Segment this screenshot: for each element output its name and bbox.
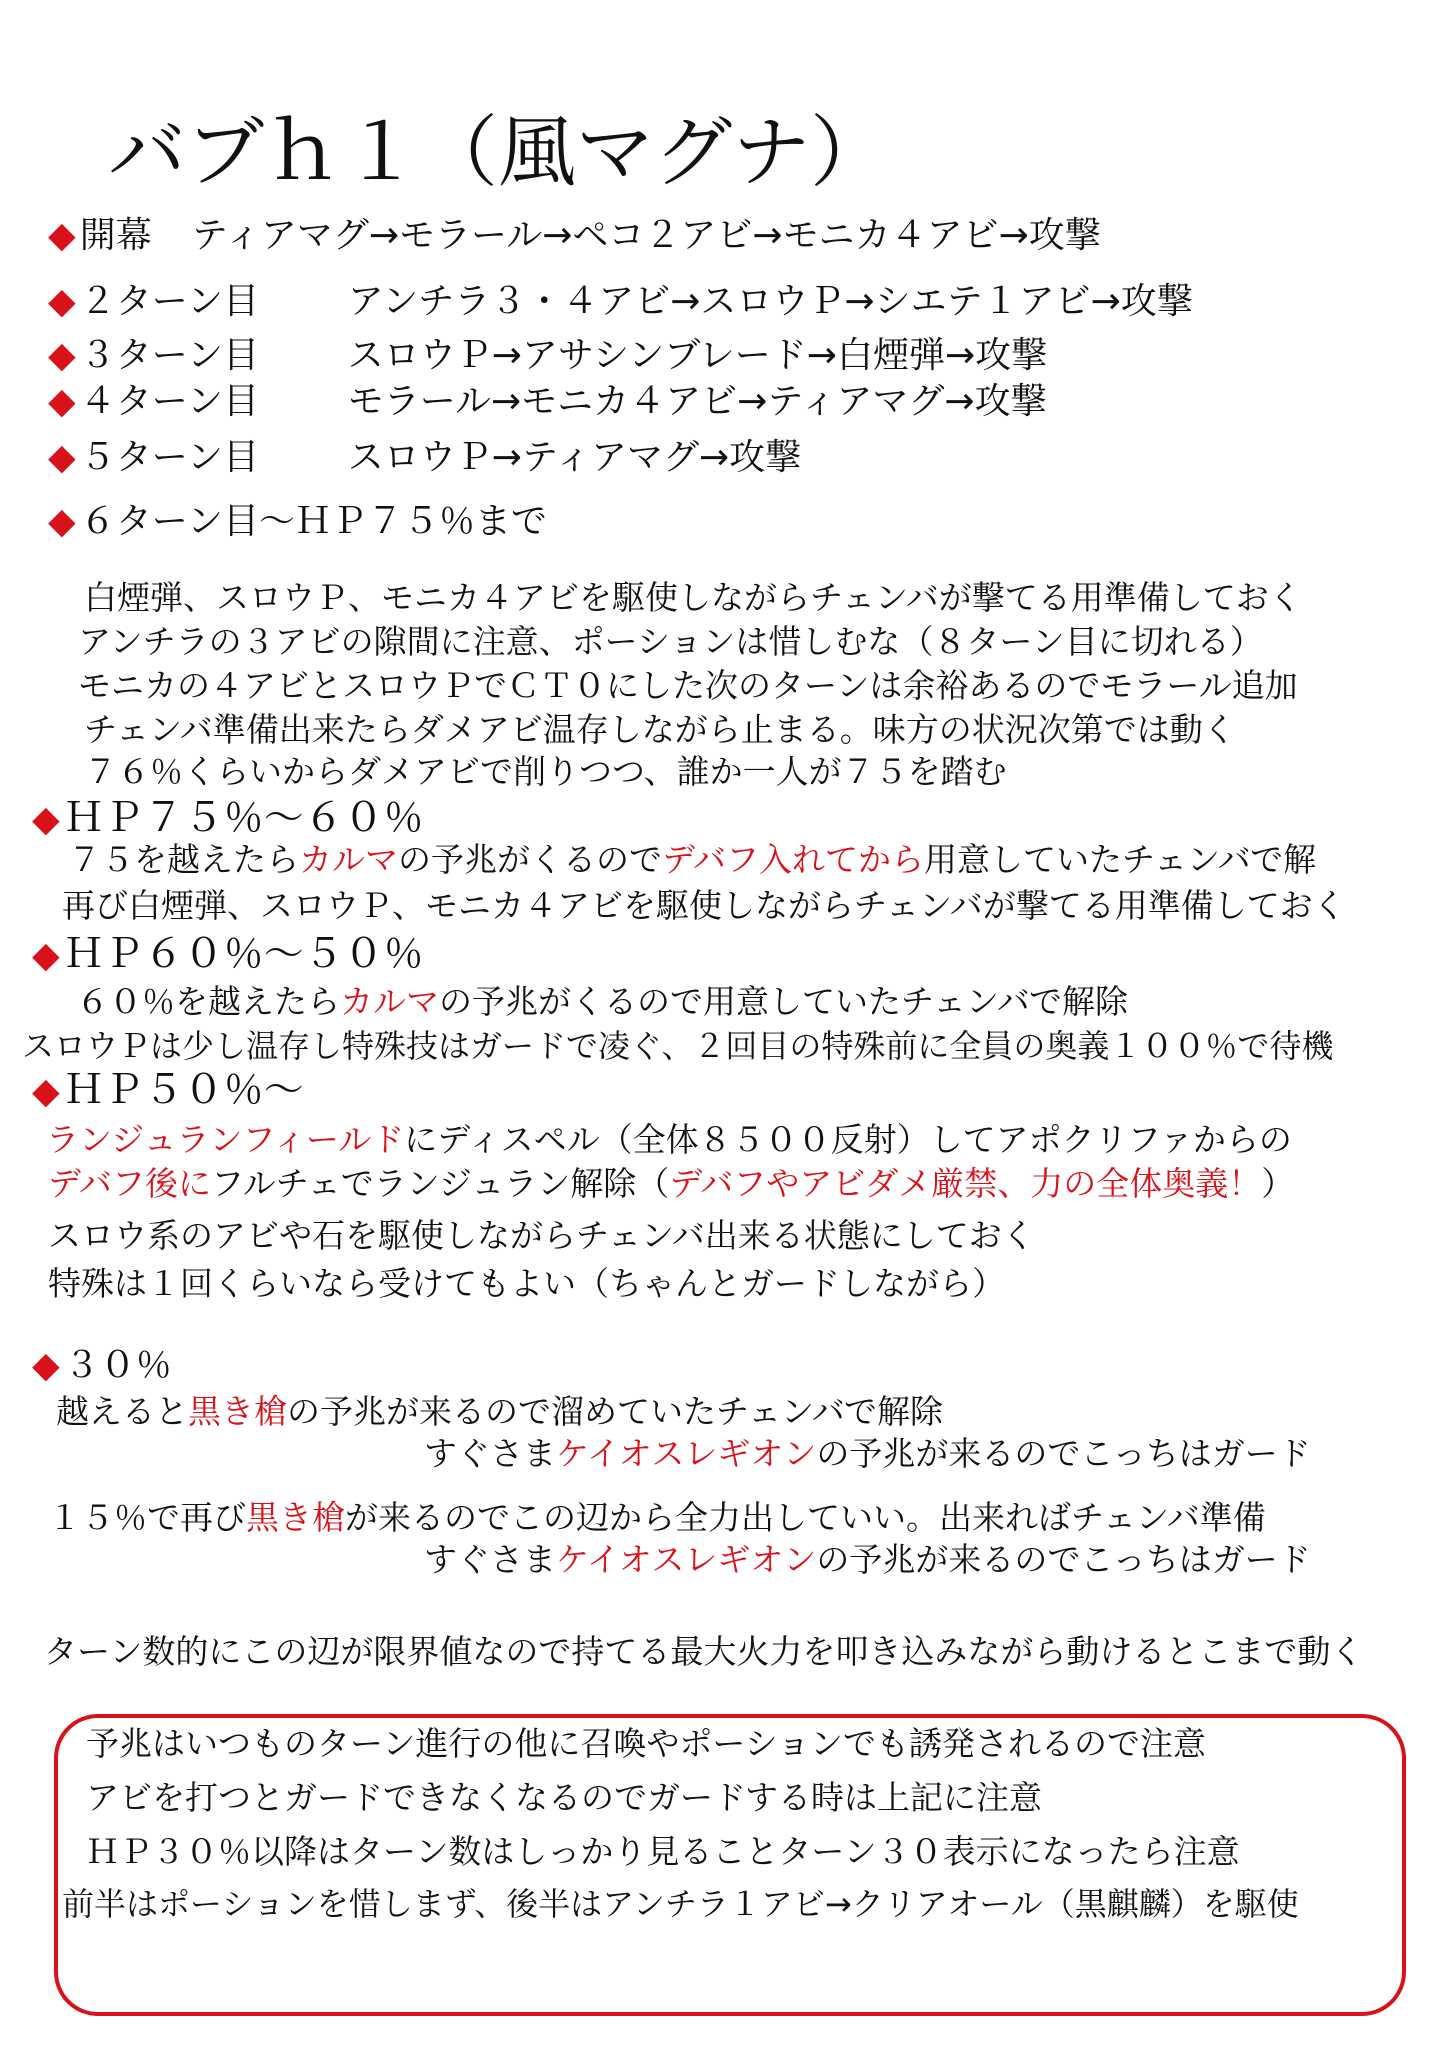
turn-text: スロウＰ→アサシンブレード→白煙弾→攻撃 bbox=[347, 335, 1048, 376]
highlight-karma: カルマ bbox=[299, 840, 398, 879]
highlight-field: ランジュランフィールド bbox=[46, 1120, 405, 1159]
section-heading-text: ３０％ bbox=[63, 1345, 172, 1386]
note-line: ６０％を越えたらカルマの予兆がくるので用意していたチェンバで解除 bbox=[76, 982, 1129, 1021]
section-heading-text: ＨＰ７５％～６０％ bbox=[63, 795, 424, 841]
turn-row bbox=[48, 334, 1047, 378]
highlight-chaos-legion: ケイオスレギオン bbox=[556, 1540, 817, 1579]
red-diamond-icon: ◆ bbox=[48, 215, 76, 256]
turn-row bbox=[48, 280, 1193, 324]
section-heading-text: ＨＰ６０％～５０％ bbox=[63, 931, 424, 977]
turn-label: ４ターン目 bbox=[79, 381, 259, 422]
note-line: ７６％くらいからダメアビで削りつつ、誰か一人が７５を踏む bbox=[84, 752, 1007, 791]
red-diamond-icon: ◆ bbox=[48, 281, 76, 322]
turn-text: モラール→モニカ４アビ→ティアマグ→攻撃 bbox=[347, 381, 1047, 422]
highlight-warning: デバフやアビダメ厳禁、力の全体奥義！ bbox=[669, 1164, 1262, 1203]
note-line: 特殊は１回くらいなら受けてもよい（ちゃんとガードしながら） bbox=[48, 1264, 1005, 1303]
turn-row bbox=[48, 380, 1047, 424]
highlight-chaos-legion: ケイオスレギオン bbox=[556, 1434, 817, 1473]
notes-line: 前半はポーションを惜しまず、後半はアンチラ１アビ→クリアオール（黒麒麟）を駆使 bbox=[62, 1885, 1299, 1923]
note-line: 白煙弾、スロウＰ、モニカ４アビを駆使しながらチェンバが撃てる用準備しておく bbox=[84, 578, 1302, 617]
highlight-black-spear: 黒き槍 bbox=[188, 1392, 287, 1431]
turn-text: スロウＰ→ティアマグ→攻撃 bbox=[347, 437, 802, 478]
section-heading-text: ６ターン目～ＨＰ７５％まで bbox=[79, 501, 547, 542]
notes-line: アビを打つとガードできなくなるのでガードする時は上記に注意 bbox=[86, 1778, 1043, 1817]
note-line: ７５を越えたらカルマの予兆がくるのでデバフ入れてから用意していたチェンバで解 bbox=[68, 840, 1317, 879]
red-diamond-icon: ◆ bbox=[32, 1071, 60, 1112]
note-line: チェンバ準備出来たらダメアビ温存しながら止まる。味方の状況次第では動く bbox=[84, 710, 1236, 749]
turn-label: ５ターン目 bbox=[79, 437, 259, 478]
note-line: デバフ後にフルチェでランジュラン解除（デバフやアビダメ厳禁、力の全体奥義！） bbox=[48, 1164, 1295, 1203]
note-line: ランジュランフィールドにディスペル（全体８５００反射）してアポクリファからの bbox=[46, 1120, 1292, 1159]
highlight-karma: カルマ bbox=[340, 982, 439, 1021]
note-line: 越えると黒き槍の予兆が来るので溜めていたチェンバで解除 bbox=[56, 1392, 944, 1431]
notes-line: ＨＰ３０％以降はターン数はしっかり見ることターン３０表示になったら注意 bbox=[86, 1832, 1240, 1871]
red-diamond-icon: ◆ bbox=[32, 1345, 60, 1386]
section-heading-hp60 bbox=[32, 930, 424, 980]
opening-text: ティアマグ→モラール→ペコ２アビ→モニカ４アビ→攻撃 bbox=[191, 215, 1101, 256]
section-heading-hp30 bbox=[32, 1344, 172, 1388]
section-heading-turn6 bbox=[48, 500, 547, 544]
red-diamond-icon: ◆ bbox=[32, 935, 60, 976]
red-diamond-icon: ◆ bbox=[48, 335, 76, 376]
note-line: アンチラの３アビの隙間に注意、ポーションは惜しむな（８ターン目に切れる） bbox=[78, 622, 1263, 661]
note-line: スロウ系のアビや石を駆使しながらチェンバ出来る状態にしておく bbox=[48, 1216, 1035, 1255]
note-line: １５％で再び黒き槍が来るのでこの辺から全力出していい。出来ればチェンバ準備 bbox=[48, 1498, 1266, 1537]
summary-line: ターン数的にこの辺が限界値なので持てる最大火力を叩き込みながら動けるとこまで動く bbox=[44, 1632, 1364, 1671]
turn-row bbox=[48, 436, 801, 480]
section-heading-text: ＨＰ５０％～ bbox=[63, 1067, 304, 1113]
red-diamond-icon: ◆ bbox=[48, 381, 76, 422]
red-diamond-icon: ◆ bbox=[48, 501, 76, 542]
red-diamond-icon: ◆ bbox=[32, 799, 60, 840]
note-line: すぐさまケイオスレギオンの予兆が来るのでこっちはガード bbox=[424, 1434, 1311, 1473]
note-line: すぐさまケイオスレギオンの予兆が来るのでこっちはガード bbox=[424, 1540, 1311, 1579]
section-heading-hp50 bbox=[32, 1066, 304, 1116]
note-line: スロウＰは少し温存し特殊技はガードで凌ぐ、２回目の特殊前に全員の奥義１００％で待機 bbox=[22, 1027, 1334, 1065]
red-diamond-icon: ◆ bbox=[48, 437, 76, 478]
page-title: バブｈ１（風マグナ） bbox=[108, 108, 889, 198]
note-line: 再び白煙弾、スロウＰ、モニカ４アビを駆使しながらチェンバが撃てる用準備しておく bbox=[62, 886, 1346, 925]
section-heading-hp75 bbox=[32, 794, 424, 844]
opening-row bbox=[48, 214, 1101, 258]
turn-text: アンチラ３・４アビ→スロウＰ→シエテ１アビ→攻撃 bbox=[347, 281, 1193, 322]
highlight-debuff: デバフ後に bbox=[48, 1164, 212, 1203]
notes-line: 予兆はいつものターン進行の他に召喚やポーションでも誘発されるので注意 bbox=[86, 1724, 1207, 1763]
opening-label: 開幕 bbox=[79, 215, 152, 256]
note-line: モニカの４アビとスロウＰでＣＴ０にした次のターンは余裕あるのでモラール追加 bbox=[78, 666, 1298, 705]
turn-label: ３ターン目 bbox=[79, 335, 259, 376]
highlight-debuff: デバフ入れてから bbox=[662, 840, 925, 879]
highlight-black-spear: 黒き槍 bbox=[246, 1498, 345, 1537]
turn-label: ２ターン目 bbox=[79, 281, 259, 322]
